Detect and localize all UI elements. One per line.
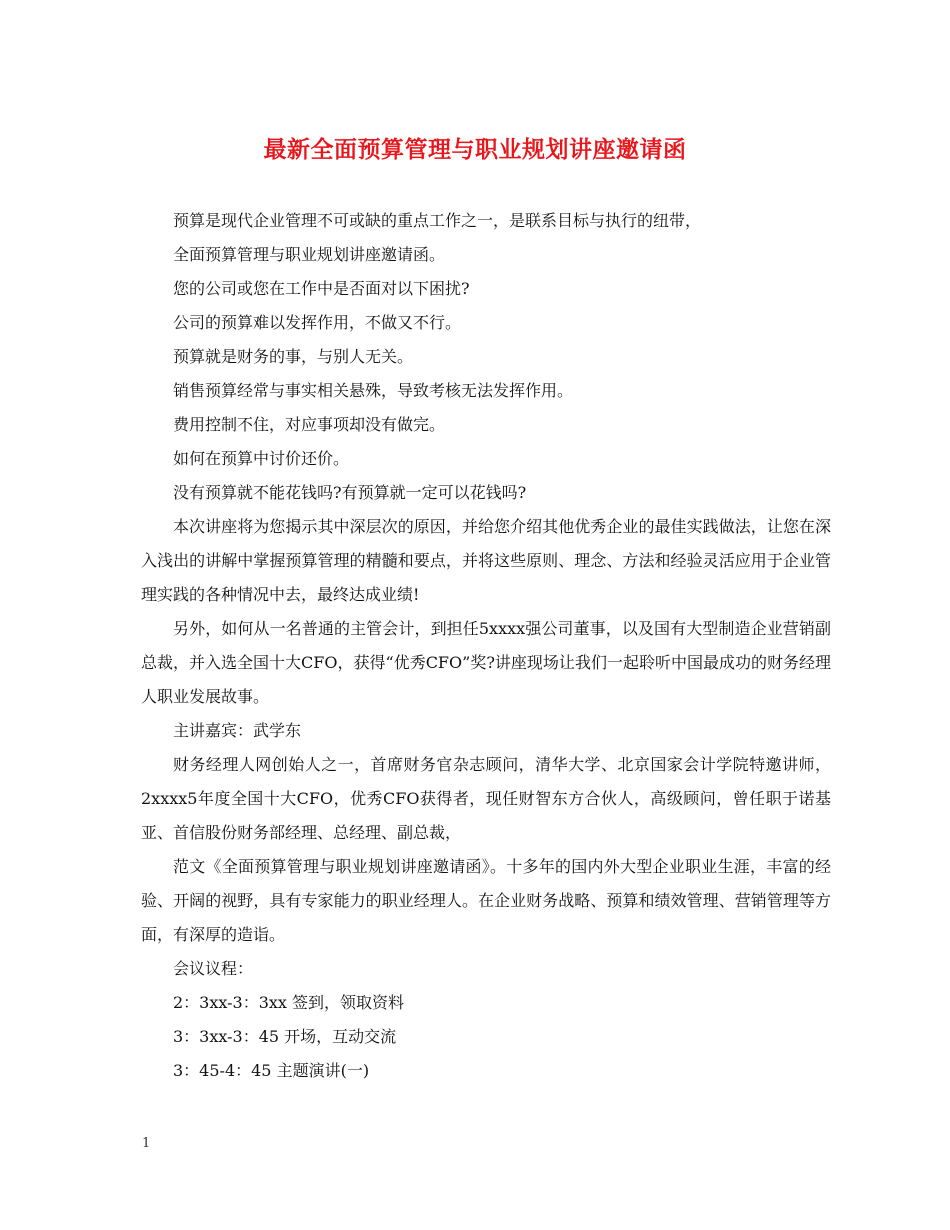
paragraph: 预算是现代企业管理不可或缺的重点工作之一，是联系目标与执行的纽带， bbox=[173, 211, 702, 230]
page-number: 1 bbox=[142, 1136, 151, 1151]
paragraph: 财务经理人网创始人之一，首席财务官杂志顾问，清华大学、北京国家会计学院特邀讲师，2xxxx5年度全国十大CFO，优秀CFO获得者，现任财智东方合伙人，高级顾问，曾任职于诺基亚、首信股份财务部经理、总经理、副总裁， bbox=[141, 755, 831, 842]
agenda-item: 3：45-4：45 主题演讲(一) bbox=[173, 1061, 370, 1080]
paragraph: 费用控制不住，对应事项却没有做完。 bbox=[173, 415, 446, 434]
paragraph: 如何在预算中讨价还价。 bbox=[173, 449, 350, 468]
agenda-heading: 会议议程： bbox=[173, 959, 254, 978]
speaker-line: 主讲嘉宾：武学东 bbox=[173, 721, 302, 740]
paragraph: 销售预算经常与事实相关悬殊，导致考核无法发挥作用。 bbox=[173, 381, 574, 400]
paragraph: 范文《全面预算管理与职业规划讲座邀请函》。十多年的国内外大型企业职业生涯，丰富的经验、开阔的视野，具有专家能力的职业经理人。在企业财务战略、预算和绩效管理、营销管理等方面，有深厚的造诣。 bbox=[141, 857, 831, 944]
document-body bbox=[141, 204, 831, 1088]
paragraph: 全面预算管理与职业规划讲座邀请函。 bbox=[173, 245, 446, 264]
paragraph: 本次讲座将为您揭示其中深层次的原因，并给您介绍其他优秀企业的最佳实践做法，让您在深入浅出的讲解中掌握预算管理的精髓和要点，并将这些原则、理念、方法和经验灵活应用于企业管理实践的各种情况中去，最终达成业绩! bbox=[141, 517, 831, 604]
agenda-item: 3：3xx-3：45 开场，互动交流 bbox=[173, 1027, 397, 1046]
document-title: 最新全面预算管理与职业规划讲座邀请函 bbox=[263, 136, 687, 163]
paragraph: 您的公司或您在工作中是否面对以下困扰? bbox=[173, 279, 470, 298]
paragraph: 公司的预算难以发挥作用，不做又不行。 bbox=[173, 313, 462, 332]
paragraph: 没有预算就不能花钱吗?有预算就一定可以花钱吗? bbox=[173, 483, 527, 502]
paragraph: 另外，如何从一名普通的主管会计，到担任5xxxx强公司董事，以及国有大型制造企业营销副总裁，并入选全国十大CFO，获得“优秀CFO”奖?讲座现场让我们一起聆听中国最成功的财务经理人职业发展故事。 bbox=[141, 619, 831, 706]
agenda-item: 2：3xx-3：3xx 签到，领取资料 bbox=[173, 993, 405, 1012]
paragraph: 预算就是财务的事，与别人无关。 bbox=[173, 347, 414, 366]
